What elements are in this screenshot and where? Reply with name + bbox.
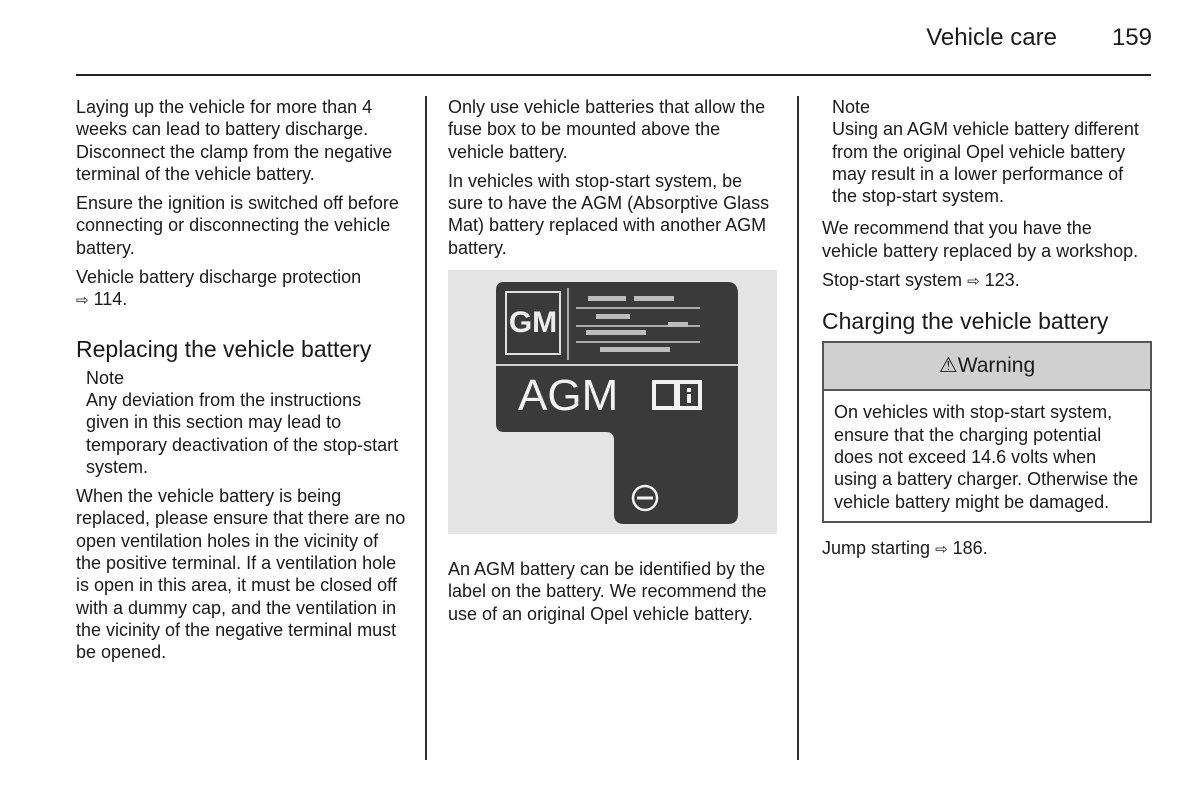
- note-title: Note: [86, 367, 125, 388]
- warning-box: [822, 341, 1152, 522]
- warning-title: Warning: [957, 354, 1036, 378]
- agm-label-illustration: [448, 270, 777, 534]
- page-reference-link[interactable]: 123.: [984, 270, 1020, 291]
- section-title: Vehicle care: [926, 24, 1057, 51]
- stop-start-text: Stop-start system: [822, 270, 963, 291]
- column-2: [448, 96, 780, 632]
- paragraph-discharge-protection: [76, 266, 408, 313]
- paragraph-agm-replacement: In vehicles with stop-start system, be sure to have the AGM (Absorptive Glass Mat) battery replaced with another AGM battery.: [448, 170, 770, 258]
- paragraph-agm-identify: An AGM battery can be identified by the label on the battery. We recommend the use of an original Opel vehicle battery.: [448, 559, 767, 624]
- reference-arrow-icon: ⇨: [76, 292, 89, 310]
- note-body: Using an AGM vehicle battery different from the original Opel vehicle battery may result in a lower performance of the stop-start system.: [832, 119, 1139, 207]
- paragraph-workshop: We recommend that you have the vehicle battery replaced by a workshop.: [822, 218, 1139, 261]
- note-body: Any deviation from the instructions given in this section may lead to temporary deactivation of the stop-start system.: [86, 389, 399, 477]
- book-info-icon: [652, 380, 702, 410]
- note-title: Note: [832, 97, 871, 117]
- note-box-agm: [832, 96, 1152, 207]
- column-divider-2: [797, 96, 799, 760]
- jump-starting-text: Jump starting: [822, 537, 931, 558]
- header-rule: [76, 74, 1151, 76]
- paragraph-jump-starting: [822, 537, 1152, 561]
- page-reference-link[interactable]: 186.: [952, 537, 988, 558]
- paragraph-stop-start-ref: [822, 269, 1152, 293]
- column-divider-1: [425, 96, 427, 760]
- warning-header: [824, 343, 1150, 391]
- note-box: [86, 367, 408, 478]
- heading-replacing-battery: Replacing the vehicle battery: [76, 335, 372, 362]
- column-3: [822, 96, 1152, 568]
- reference-arrow-icon: ⇨: [935, 540, 948, 558]
- discharge-protection-text: Vehicle battery discharge protection: [76, 267, 362, 288]
- agm-label-figure: [448, 270, 777, 534]
- column-1: [76, 96, 408, 671]
- warning-triangle-icon: ⚠: [938, 354, 958, 378]
- paragraph-laying-up: Laying up the vehicle for more than 4 weeks can lead to battery discharge. Disconnect the clamp from the negative terminal of the vehicle battery.: [76, 97, 393, 184]
- page-number: 159: [1111, 24, 1152, 51]
- paragraph-ignition: Ensure the ignition is switched off before connecting or disconnecting the vehicle battery.: [76, 193, 399, 258]
- heading-charging-battery: Charging the vehicle battery: [822, 308, 1109, 335]
- gm-logo-text: GM: [508, 306, 558, 340]
- page-reference-link[interactable]: 114.: [93, 289, 128, 310]
- warning-body: On vehicles with stop-start system, ensure that the charging potential does not exceed 14.6 volts when using a battery charger. Otherwise the vehicle battery might be damaged.: [834, 402, 1139, 512]
- reference-arrow-icon: ⇨: [967, 273, 980, 291]
- paragraph-ventilation: When the vehicle battery is being replaced, please ensure that there are no open ventilation holes in the vicinity of the positive terminal. If a ventilation hole is open in this area, it must be closed off with a dummy cap, and the ventilation in the vicinity of the negative terminal must be opened.: [76, 486, 406, 663]
- paragraph-fuse-box: Only use vehicle batteries that allow the fuse box to be mounted above the vehicle battery.: [448, 97, 766, 162]
- agm-text: AGM: [518, 371, 619, 421]
